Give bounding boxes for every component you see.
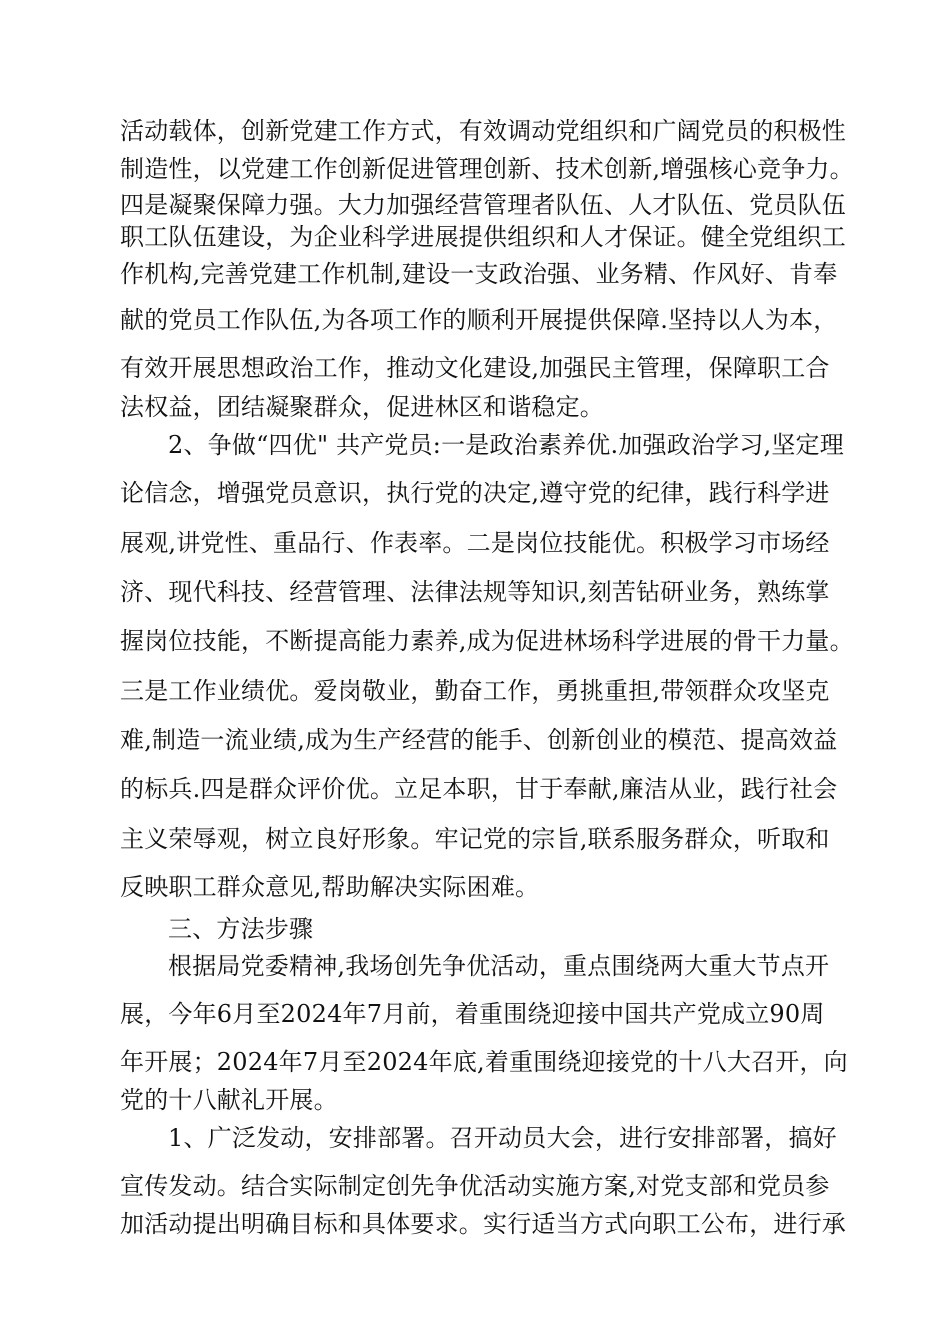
text-line: 展，今年6月至2024年7月前，着重围绕迎接中国共产党成立90周 <box>120 1000 825 1028</box>
text-line: 法权益，团结凝聚群众，促进林区和谐稳定。 <box>120 393 604 421</box>
text-line: 有效开展思想政治工作，推动文化建设,加强民主管理，保障职工合 <box>120 354 830 382</box>
text-line: 根据局党委精神,我场创先争优活动，重点围绕两大重大节点开 <box>168 952 830 980</box>
text-line: 四是凝聚保障力强。大力加强经营管理者队伍、人才队伍、党员队伍 <box>120 191 846 219</box>
text-line: 论信念，增强党员意识，执行党的决定,遵守党的纪律，践行科学进 <box>120 479 830 507</box>
text-line: 作机构,完善党建工作机制,建设一支政治强、业务精、作风好、肯奉 <box>120 260 838 288</box>
text-line: 主义荣辱观，树立良好形象。牢记党的宗旨,联系服务群众，听取和 <box>120 825 830 853</box>
text-line: 握岗位技能，不断提高能力素养,成为促进林场科学进展的骨干力量。 <box>120 627 854 655</box>
text-line: 制造性，以党建工作创新促进管理创新、技术创新,增强核心竞争力。 <box>120 155 854 183</box>
text-line: 济、现代科技、经营管理、法律法规等知识,刻苦钻研业务，熟练掌 <box>120 578 830 606</box>
text-line: 的标兵.四是群众评价优。立足本职，甘于奉献,廉洁从业，践行社会 <box>120 775 838 803</box>
text-line: 展观,讲党性、重品行、作表率。二是岗位技能优。积极学习市场经 <box>120 529 830 557</box>
text-line: 年开展；2024年7月至2024年底,着重围绕迎接党的十八大召开，向 <box>120 1048 848 1076</box>
text-line: 党的十八献礼开展。 <box>120 1086 338 1114</box>
section-heading: 三、方法步骤 <box>168 915 314 943</box>
text-line: 献的党员工作队伍,为各项工作的顺利开展提供保障.坚持以人为本， <box>120 306 838 334</box>
text-line: 反映职工群众意见,帮助解决实际困难。 <box>120 873 540 901</box>
text-line: 加活动提出明确目标和具体要求。实行适当方式向职工公布，进行承 <box>120 1210 846 1238</box>
text-line: 活动载体，创新党建工作方式，有效调动党组织和广阔党员的积极性 <box>120 117 846 145</box>
text-line: 难,制造一流业绩,成为生产经营的能手、创新创业的模范、提高效益 <box>120 726 838 754</box>
text-line: 职工队伍建设，为企业科学进展提供组织和人才保证。健全党组织工 <box>120 223 846 251</box>
text-line: 宣传发动。结合实际制定创先争优活动实施方案,对党支部和党员参 <box>120 1172 830 1200</box>
text-line: 2、争做“四优" 共产党员:一是政治素养优.加强政治学习,坚定理 <box>168 431 844 459</box>
text-line: 三是工作业绩优。爱岗敬业，勤奋工作，勇挑重担,带领群众攻坚克 <box>120 677 830 705</box>
text-line: 1、广泛发动，安排部署。召开动员大会，进行安排部署，搞好 <box>168 1124 837 1152</box>
